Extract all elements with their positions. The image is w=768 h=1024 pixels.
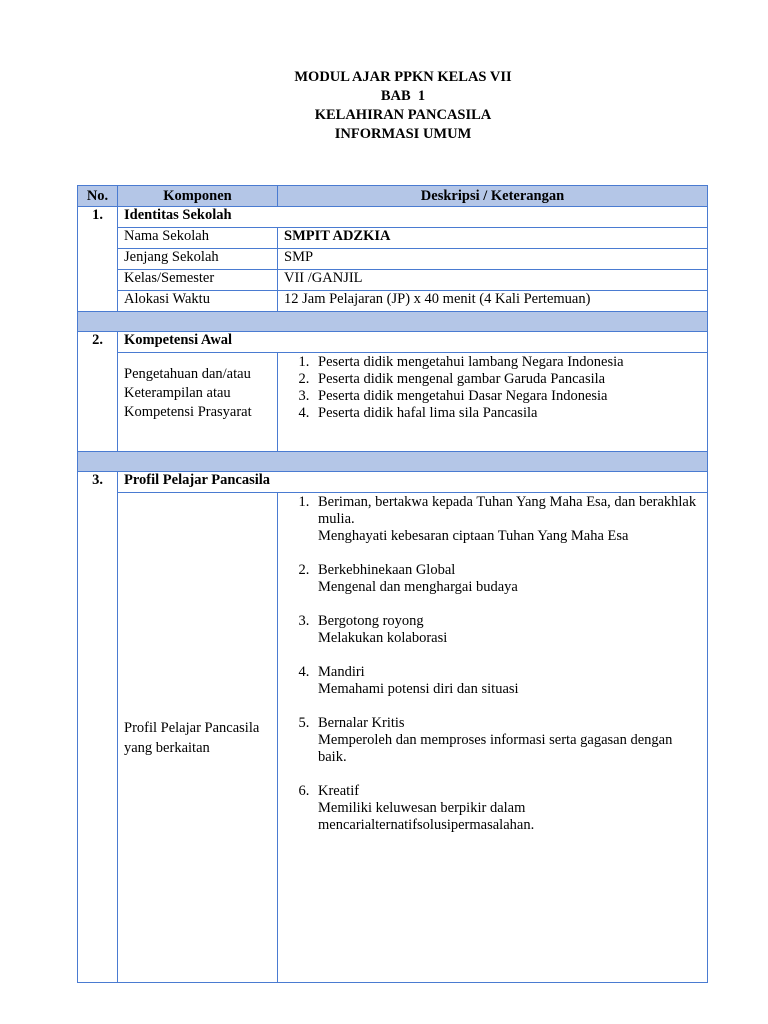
table-row [78,270,708,291]
profile-item-title: 1. Beriman, bertakwa kepada Tuhan Yang Maha Esa, dan berakhlak mulia. [318,494,697,527]
list-item [313,783,701,834]
table-header-row [78,186,708,207]
row-label: Nama Sekolah [118,228,278,249]
profile-item-desc: Melakukan kolaborasi [318,630,448,646]
table-row [78,249,708,270]
list-item [313,613,701,647]
header-chapter: BAB 1 [380,88,426,104]
section-2-list-cell [278,353,708,452]
section-separator [78,312,708,332]
list-item: 1. Peserta didik mengetahui lambang Negara Indonesia [313,354,701,371]
section-3-title-row [78,472,708,493]
profile-item-desc: Memahami potensi diri dan situasi [318,681,519,697]
section-2-title-row [78,332,708,353]
row-value: SMP [278,249,708,270]
profile-item-desc: Mengenal dan menghargai budaya [318,579,518,595]
section-separator [78,452,708,472]
profile-item-title: 2. Berkebhinekaan Global [318,562,456,578]
list-item [313,664,701,698]
header-section: INFORMASI UMUM [334,126,472,142]
header-title: MODUL AJAR PPKN KELAS VII [294,69,512,85]
row-value: 12 Jam Pelajaran (JP) x 40 menit (4 Kali Pertemuan) [278,291,708,312]
list-item: 2. Peserta didik mengenal gambar Garuda Pancasila [313,371,701,388]
profile-item-title: 5. Bernalar Kritis [318,715,405,731]
header-komponen: Komponen [118,186,278,207]
section-3-number: 3. [78,472,118,983]
profile-item-desc: Memperoleh dan memproses informasi serta gagasan dengan baik. [318,732,673,765]
profile-list [284,494,701,834]
row-label: Alokasi Waktu [118,291,278,312]
section-3-label: Profil Pelajar Pancasila yang berkaitan [118,493,278,983]
list-item [313,562,701,596]
table-row [78,291,708,312]
competency-list [284,354,701,422]
row-value: SMPIT ADZKIA [278,228,708,249]
section-2-content-row [78,353,708,452]
row-label: Jenjang Sekolah [118,249,278,270]
section-2-title: Kompetensi Awal [118,332,708,353]
list-item: 3. Peserta didik mengetahui Dasar Negara Indonesia [313,388,701,405]
list-item [313,494,701,545]
section-3-list-cell [278,493,708,983]
profile-item-desc: Memiliki keluwesan berpikir dalam mencarialternatifsolusipermasalahan. [318,800,535,833]
profile-item-title: 3. Bergotong royong [318,613,424,629]
header-topic: KELAHIRAN PANCASILA [314,107,492,123]
document-header [0,68,768,144]
table-row [78,228,708,249]
row-label: Kelas/Semester [118,270,278,291]
profile-item-title: 6. Kreatif [318,783,360,799]
list-item: 4. Peserta didik hafal lima sila Pancasila [313,405,701,422]
section-3-content-row [78,493,708,983]
section-1-title: Identitas Sekolah [118,207,708,228]
section-3-title: Profil Pelajar Pancasila [118,472,708,493]
header-deskripsi: Deskripsi / Keterangan [278,186,708,207]
row-value: VII /GANJIL [278,270,708,291]
list-item [313,715,701,766]
section-1-title-row [78,207,708,228]
profile-item-title: 4. Mandiri [318,664,365,680]
section-2-label: Pengetahuan dan/atau Keterampilan atau Kompetensi Prasyarat [118,353,278,452]
profile-item-desc: Menghayati kebesaran ciptaan Tuhan Yang Maha Esa [318,528,629,544]
section-1-number: 1. [78,207,118,312]
header-no: No. [78,186,118,207]
section-2-number: 2. [78,332,118,452]
module-info-table [77,185,708,983]
